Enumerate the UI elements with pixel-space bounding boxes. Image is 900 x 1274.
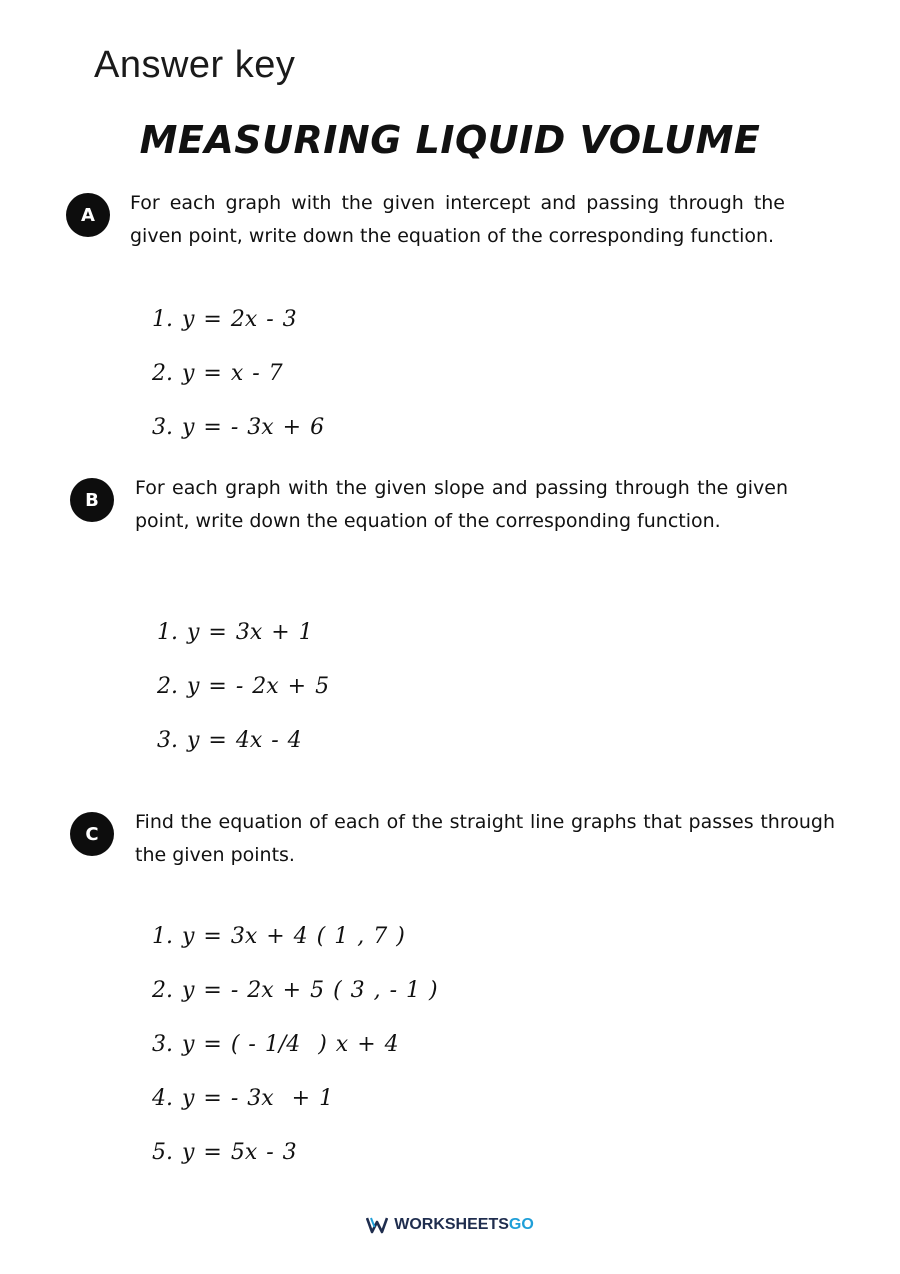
- list-item: 5. y = 5x - 3: [152, 1140, 297, 1165]
- list-item: 1. y = 3x + 1: [157, 620, 313, 645]
- page-title: MEASURING LIQUID VOLUME: [139, 118, 761, 162]
- list-item: 1. y = 3x + 4 ( 1 , 7 ): [152, 924, 405, 949]
- footer-brand: [0, 1216, 900, 1234]
- section-c-instruction: Find the equation of each of the straight line graphs that passes through the given points.: [135, 811, 835, 866]
- list-item: 2. y = - 2x + 5: [157, 674, 330, 699]
- list-item: 1. y = 2x - 3: [152, 307, 297, 332]
- list-item: 3. y = - 3x + 6: [152, 415, 325, 440]
- section-b-answers: [157, 618, 329, 780]
- list-item: 3. y = ( - 1/4 ) x + 4: [152, 1032, 399, 1057]
- section-a-answers: [152, 305, 324, 467]
- w-logo-icon: [366, 1216, 388, 1234]
- section-c-badge: C: [70, 812, 114, 856]
- answer-key-heading: Answer key: [94, 44, 296, 86]
- list-item: 4. y = - 3x + 1: [152, 1086, 334, 1111]
- list-item: 2. y = - 2x + 5 ( 3 , - 1 ): [152, 978, 438, 1003]
- list-item: 2. y = x - 7: [152, 361, 283, 386]
- section-b-badge: B: [70, 478, 114, 522]
- list-item: 3. y = 4x - 4: [157, 728, 302, 753]
- section-a-badge: A: [66, 193, 110, 237]
- brand-worksheets: WORKSHEETS: [394, 1216, 509, 1233]
- section-c-answers: [152, 922, 438, 1192]
- section-a-instruction: For each graph with the given intercept and passing through the given point, write down the equation of the corresponding function.: [130, 192, 785, 247]
- section-b-instruction: For each graph with the given slope and passing through the given point, write down the equation of the corresponding function.: [135, 477, 788, 532]
- brand-go: GO: [508, 1216, 534, 1233]
